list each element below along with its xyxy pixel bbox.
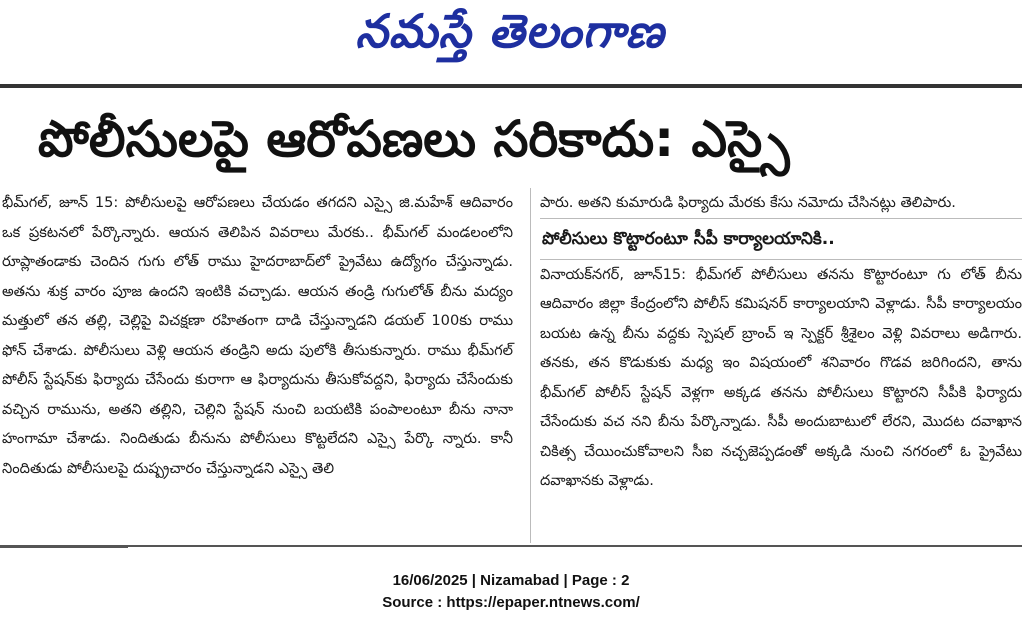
article-right-column	[540, 188, 1022, 543]
article-left-column	[0, 188, 525, 543]
masthead-divider	[0, 84, 1022, 88]
edition-info: 16/06/2025 | Nizamabad | Page : 2	[392, 572, 630, 589]
next-article-box-edge	[0, 545, 128, 560]
column-divider	[530, 188, 531, 543]
bottom-divider	[0, 545, 1022, 547]
masthead	[0, 0, 1022, 70]
source-link[interactable]: Source : https://epaper.ntnews.com/	[382, 594, 640, 611]
article-continuation: పారు. అతని కుమారుడి ఫిర్యాదు మేరకు కేసు నమోదు చేసినట్లు తెలిపారు.	[540, 194, 956, 211]
article-subheading: పోలీసులు కొట్టారంటూ సీపీ కార్యాలయానికి..	[540, 218, 1022, 260]
article-body-left: భీమ్‌గల్, జూన్ 15: పోలీసులపై ఆరోపణలు చేయడం తగదని ఎస్సై జి.మహేశ్ ఆదివారం ఒక ప్రకటనలో పేర్కొన్నారు. ఆయన తెలిపిన వివరాలు మేరకు.. భీమ్‌గల్ మండలంలోని రూప్లాతండాకు చెందిన గుగు లోత్ రాము హైదరాబాద్‌లో ప్రైవేటు ఉద్యోగం చేస్తున్నాడు. అతను శుక్ర వారం పూజ ఉందని ఇంటికి వచ్చాడు. ఆయన తండ్రి గుగులోత్ బీను మద్యం మత్తులో తన తల్లి, చెల్లిపై విచక్షణా రహితంగా దాడి చేస్తున్నాడని డయల్ 100కు రాము ఫోన్ చేశాడు. పోలీసులు వెళ్లి ఆయన తండ్రిని అదు పులోకి తీసుకున్నారు. రాము భీమ్‌గల్ పోలీస్ స్టేషన్‌కు ఫిర్యాదు చేసేందు కురాగా ఆ ఫిర్యాదును తీసుకోవద్దని, ఫిర్యాదు చేసేందుకు వచ్చిన రామును, అతని తల్లిని, చెల్లిని స్టేషన్ నుంచి బయటికి పంపాలంటూ బీను నానా హంగామా చేశాడు. నిందితుడు బీనును పోలీసులు కొట్టలేదని ఎస్సై పేర్కొ న్నారు. కానీ నిందితుడు పోలీసులపై దుష్ప్రచారం చేస్తున్నాడని ఎస్సై తెలి	[2, 194, 513, 477]
newspaper-logo: నమస్తే తెలంగాణ	[355, 4, 665, 58]
page-footer	[0, 570, 1022, 614]
article-headline: పోలీసులపై ఆరోపణలు సరికాదు: ఎస్సై	[38, 110, 790, 168]
article-body-right: వినాయక్‌నగర్, జూన్15: భీమ్‌గల్ పోలీసులు తనను కొట్టారంటూ గు లోత్ బీను ఆదివారం జిల్లా కేంద్రంలోని పోలీస్ కమిషనర్ కార్యాలయాని వెళ్లాడు. సీపీ కార్యాలయం బయట ఉన్న బీను వద్దకు స్పెషల్ బ్రాంచ్ ఇ స్పెక్టర్ శ్రీశైలం వెళ్లి వివరాలు అడిగారు. తనకు, తన కొడుకుకు మధ్య ఇం విషయంలో శనివారం గొడవ జరిగిందని, తాను భీమ్‌గల్ పోలీస్ స్టేషన్ వెళ్లగా అక్కడ తనను పోలీసులు కొట్టారని సీపీకి ఫిర్యాదు చేసేందుకు వచ నని బీను పేర్కొన్నాడు. సీపీ అందుబాటులో లేరని, మొదట దవాఖాన చికిత్స చేయించుకోవాలని సీఐ నచ్చజెప్పడంతో అక్కడి నుంచి నగరంలో ఓ ప్రైవేటు దవాఖానకు వెళ్లాడు.	[540, 265, 1022, 489]
